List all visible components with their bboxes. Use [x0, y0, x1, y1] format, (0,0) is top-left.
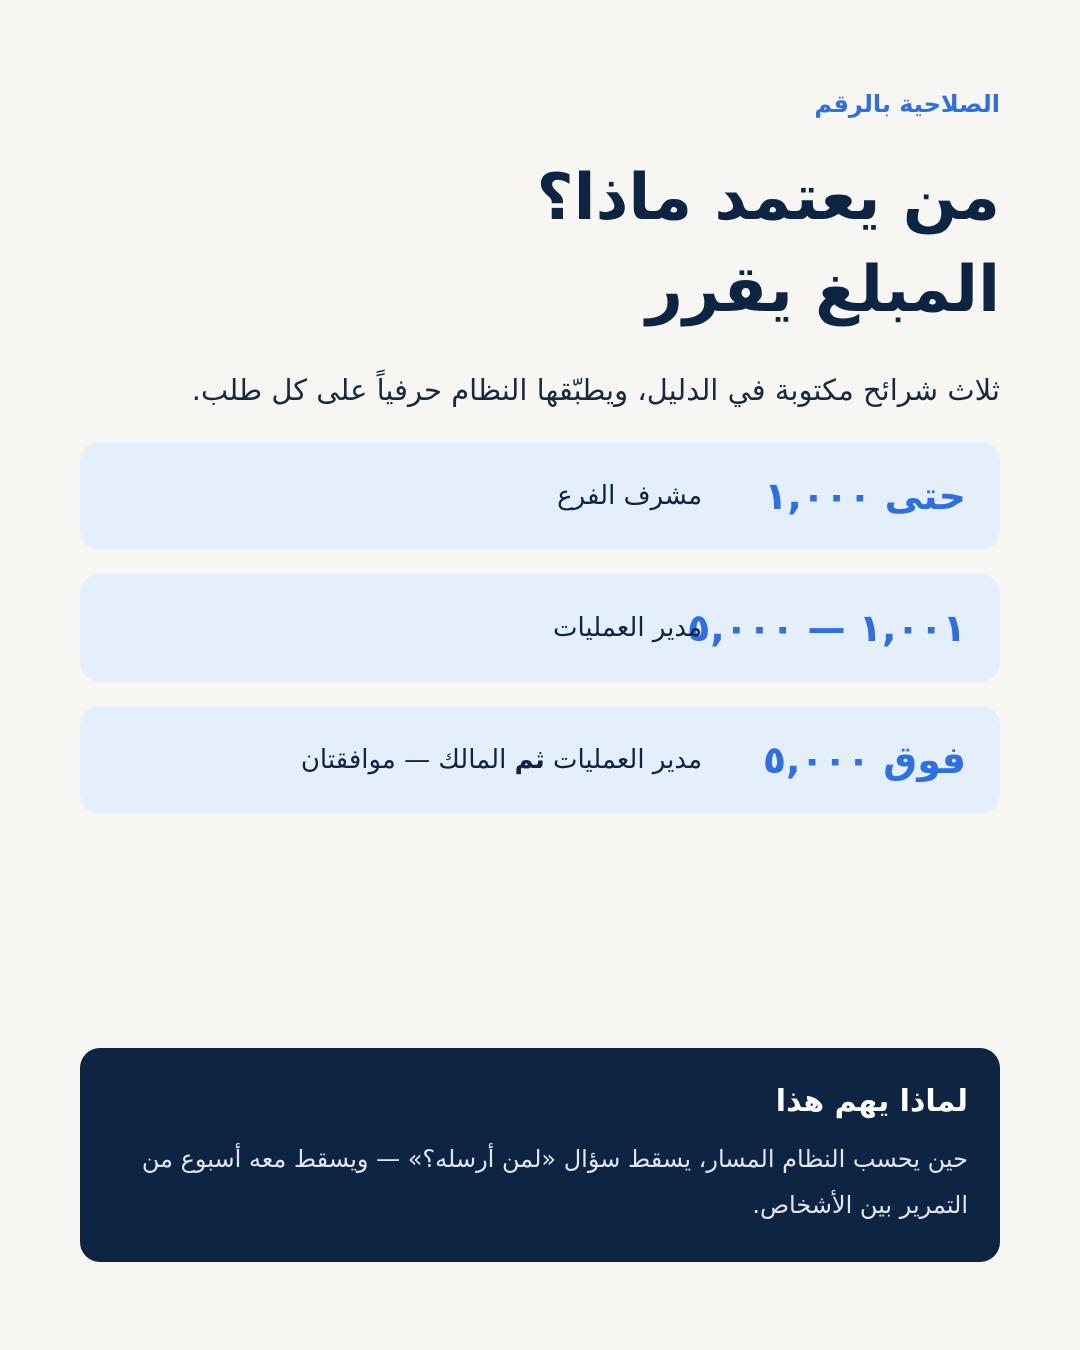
page-title-line-2: المبلغ يقرر: [646, 253, 1000, 327]
tier-approver: [301, 706, 702, 814]
page-title: [537, 152, 1001, 336]
tier-approver: مشرف الفرع: [557, 481, 702, 511]
tier-approver-part-2: المالك — موافقتان: [300, 745, 515, 775]
page-subtitle: ثلاث شرائح مكتوبة في الدليل، ويطبّقها النظام حرفياً على كل طلب.: [191, 373, 1000, 407]
page-title-line-1: من يعتمد ماذا؟: [536, 161, 1000, 235]
note-body-line-2: التمرير بين الأشخاص.: [752, 1191, 968, 1219]
tier-amount: فوق ٥,٠٠٠: [762, 738, 966, 782]
tier-card-2: [80, 574, 1000, 682]
tier-card-3: [80, 706, 1000, 814]
tier-amount: ١,٠٠١ — ٥,٠٠٠: [687, 606, 966, 650]
eyebrow-label: الصلاحية بالرقم: [814, 90, 1000, 118]
page: [80, 0, 1000, 1350]
tier-amount: حتى ١,٠٠٠: [764, 474, 966, 518]
tier-approver: مدير العمليات: [553, 613, 702, 643]
note-title: لماذا يهم هذا: [775, 1084, 968, 1119]
tier-approver-emphasis: ثم: [514, 745, 545, 775]
note-body: [112, 1136, 968, 1228]
tier-card-1: [80, 442, 1000, 550]
tier-approver-part-1: مدير العمليات: [544, 745, 702, 775]
note-body-line-1: حين يحسب النظام المسار، يسقط سؤال «لمن أرسله؟» — ويسقط معه أسبوع من: [141, 1145, 968, 1173]
why-it-matters-card: [80, 1048, 1000, 1262]
approval-tiers-list: [80, 442, 1000, 838]
